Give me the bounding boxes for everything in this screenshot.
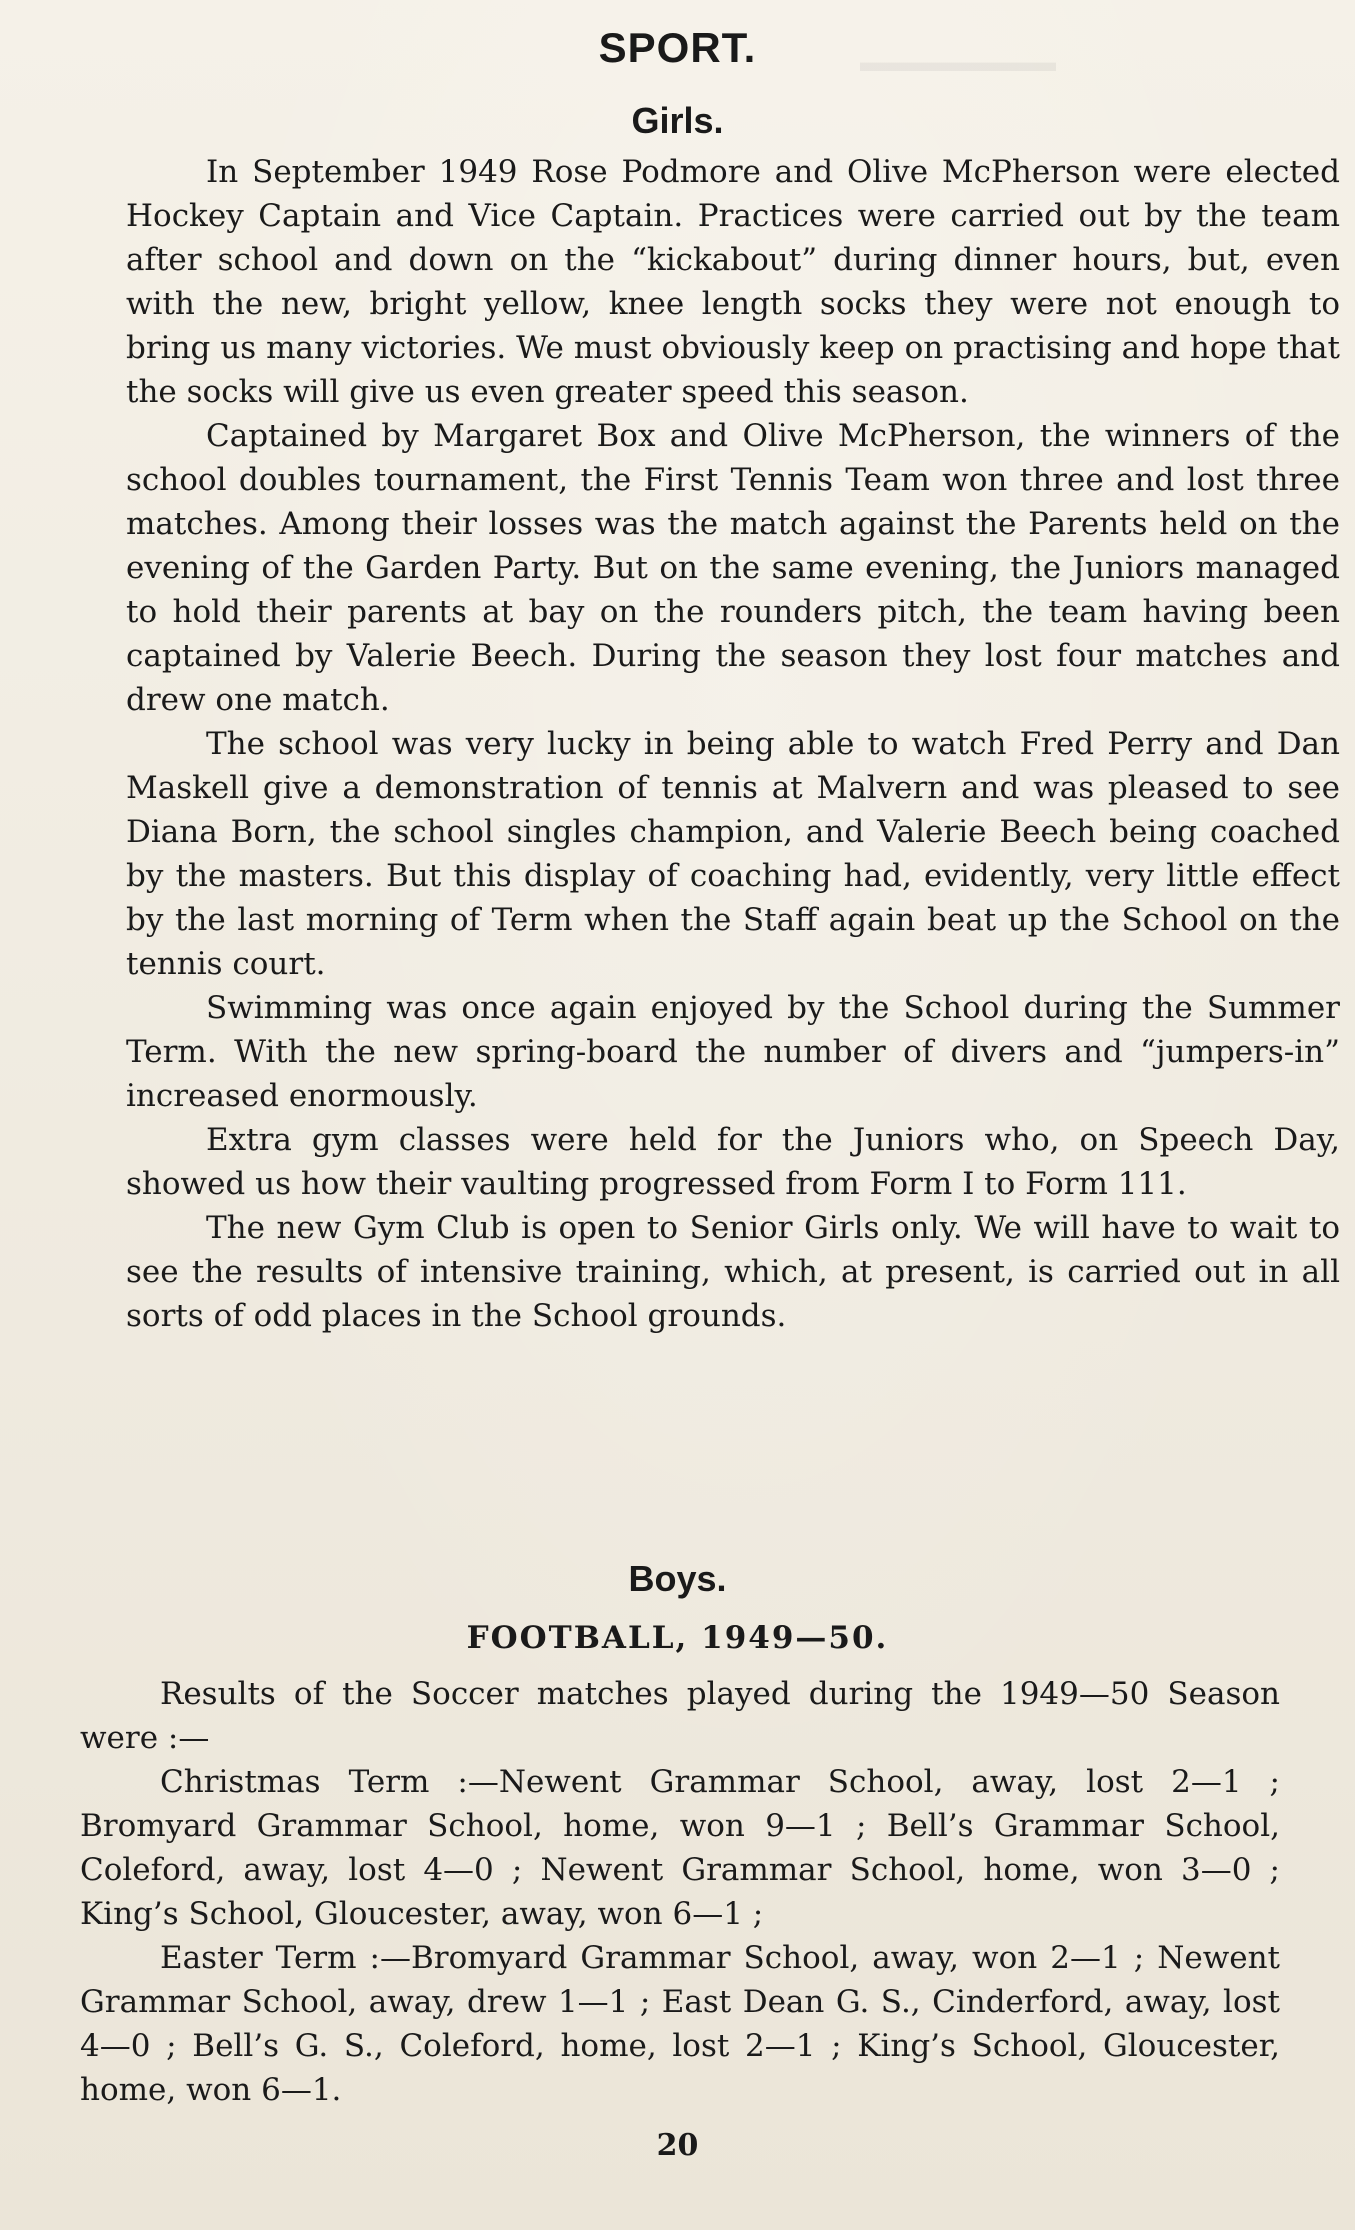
boys-paragraph-christmas-term: Christmas Term :—Newent Grammar School, away, lost 2—1 ; Bromyard Grammar School, home, won 9—1 ; Bell’s Grammar School, Coleford, away, lost 4—0 ; Newent Grammar School, home, won 3—0 ; King’s School, Gloucester, away, won 6—1 ; <box>80 1764 1280 1932</box>
girls-paragraph-swimming: Swimming was once again enjoyed by the School during the Summer Term. With the new spring-board the number of divers and “jumpers-in” increased enormously. <box>126 990 1340 1114</box>
girls-paragraph-tennis: Captained by Margaret Box and Olive McPherson, the winners of the school doubles tournament, the First Tennis Team won three and lost three matches. Among their losses was the match against the Parents held on the evening of the Garden Party. But on the same evening, the Juniors managed to hold their parents at bay on the rounders pitch, the team having been captained by Valerie Beech. During the season they lost four matches and drew one match. <box>126 418 1340 718</box>
reverse-side-show-through: ▬▬▬▬▬▬▬ <box>860 47 1056 78</box>
boys-paragraph-easter-term: Easter Term :—Bromyard Grammar School, away, won 2—1 ; Newent Grammar School, away, drew 1—1 ; East Dean G. S., Cinderford, away, lost 4—0 ; Bell’s G. S., Coleford, home, lost 2—1 ; King’s School, Gloucester, home, won 6—1. <box>80 1940 1280 2108</box>
girls-section-text <box>126 150 1340 1338</box>
boys-section-text <box>80 1672 1280 2112</box>
page-title: SPORT. <box>598 24 757 71</box>
girls-paragraph-demonstration: The school was very lucky in being able to watch Fred Perry and Dan Maskell give a demonstration of tennis at Malvern and was pleased to see Diana Born, the school singles champion, and Valerie Beech being coached by the masters. But this display of coaching had, evidently, very little effect by the last morning of Term when the Staff again beat up the School on the tennis court. <box>126 726 1340 982</box>
girls-paragraph-hockey: In September 1949 Rose Podmore and Olive McPherson were elected Hockey Captain and Vice Captain. Practices were carried out by the team after school and down on the “kickabout” during dinner hours, but, even with the new, bright yellow, knee length socks they were not enough to bring us many victories. We must obviously keep on practising and hope that the socks will give us even greater speed this season. <box>126 154 1340 410</box>
boys-paragraph-intro: Results of the Soccer matches played during the 1949—50 Season were :— <box>80 1676 1280 1756</box>
girls-paragraph-gym-club: The new Gym Club is open to Senior Girls only. We will have to wait to see the results of intensive training, which, at present, is carried out in all sorts of odd places in the School grounds. <box>126 1210 1340 1334</box>
girls-paragraph-gym-classes: Extra gym classes were held for the Juniors who, on Speech Day, showed us how their vaulting progressed from Form I to Form 111. <box>126 1122 1340 1202</box>
page-number: 20 <box>656 2128 699 2163</box>
boys-heading: Boys. <box>628 1558 727 1599</box>
football-subheading: FOOTBALL, 1949—50. <box>466 1620 889 1656</box>
girls-heading: Girls. <box>631 100 724 141</box>
